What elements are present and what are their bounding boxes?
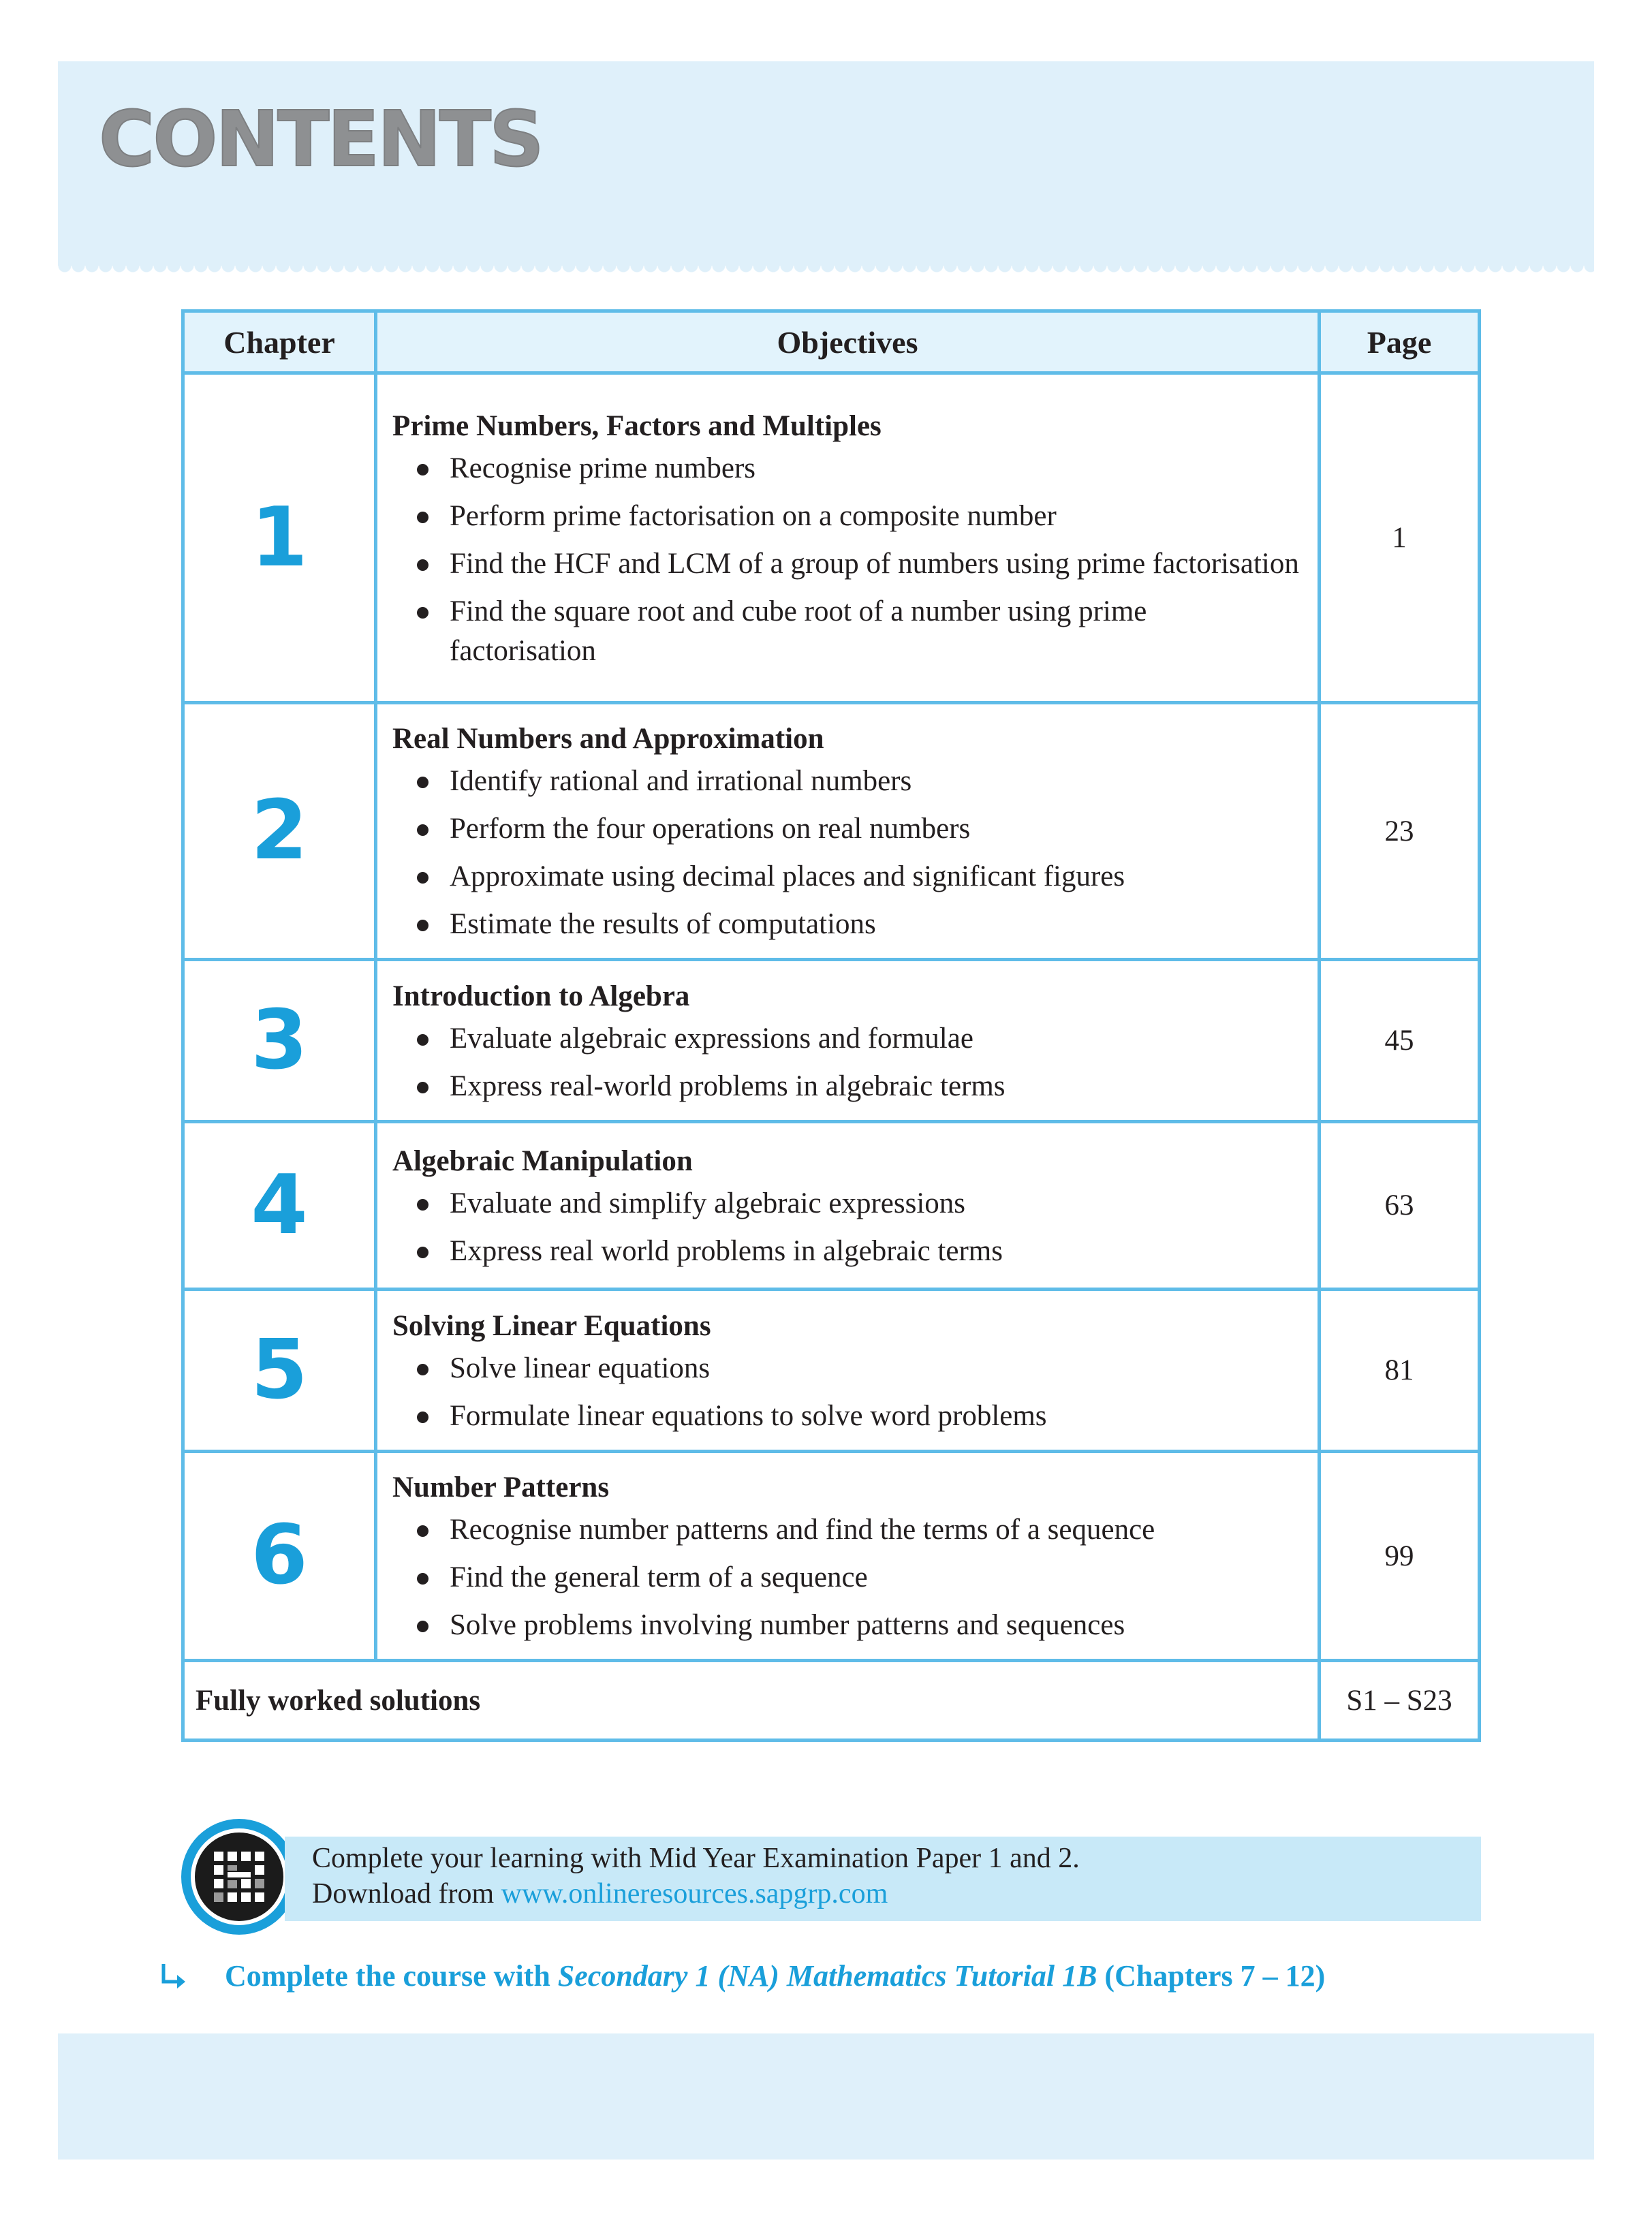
objectives-cell xyxy=(376,1452,1320,1661)
page-number: 99 xyxy=(1320,1452,1480,1661)
objective-item xyxy=(392,1019,1300,1059)
objective-list xyxy=(392,1349,1300,1436)
objective-text: Identify rational and irrational numbers xyxy=(450,765,912,797)
objectives-cell xyxy=(376,1290,1320,1452)
objective-text: Find the square root and cube root of a number using prime factorisation xyxy=(450,595,1147,667)
table-row xyxy=(183,1290,1480,1452)
objective-item xyxy=(392,1184,1300,1223)
page-number: 1 xyxy=(1320,373,1480,703)
page-number: 81 xyxy=(1320,1290,1480,1452)
table-row xyxy=(183,703,1480,960)
objective-item xyxy=(392,592,1300,671)
objective-list xyxy=(392,1019,1300,1106)
objective-text: Find the general term of a sequence xyxy=(450,1561,868,1593)
objective-text: Approximate using decimal places and significant figures xyxy=(450,860,1125,892)
page-number: 63 xyxy=(1320,1122,1480,1290)
bullet-icon xyxy=(417,920,428,931)
contents-table xyxy=(181,309,1481,1742)
header-objectives: Objectives xyxy=(376,311,1320,373)
course-book-title: Secondary 1 (NA) Mathematics Tutorial 1B xyxy=(557,1959,1097,1993)
chapter-title: Algebraic Manipulation xyxy=(392,1144,693,1177)
bullet-icon xyxy=(417,1525,428,1537)
objective-item xyxy=(392,857,1300,896)
bullet-icon xyxy=(417,824,428,836)
objective-text: Recognise number patterns and find the terms of a sequence xyxy=(450,1514,1155,1546)
bullet-icon xyxy=(417,1034,428,1046)
objectives-cell xyxy=(376,373,1320,703)
objective-item xyxy=(392,762,1300,801)
objective-item xyxy=(392,1510,1300,1550)
course-prefix: Complete the course with xyxy=(225,1959,558,1993)
objectives-cell xyxy=(376,703,1320,960)
bullet-icon xyxy=(417,1199,428,1211)
table-row xyxy=(183,1122,1480,1290)
objective-text: Estimate the results of computations xyxy=(450,908,876,940)
objective-item xyxy=(392,1232,1300,1271)
objective-item xyxy=(392,1606,1300,1645)
note-line-2 xyxy=(312,1877,888,1910)
chapter-number: 4 xyxy=(183,1122,376,1290)
chapter-number: 2 xyxy=(183,703,376,960)
bullet-icon xyxy=(417,1621,428,1632)
objectives-cell xyxy=(376,960,1320,1122)
objective-item xyxy=(392,1558,1300,1597)
note-download-text: Download from xyxy=(312,1878,501,1909)
bullet-icon xyxy=(417,1247,428,1258)
course-note xyxy=(158,1959,1325,1993)
objective-text: Perform prime factorisation on a composite number xyxy=(450,499,1057,532)
objective-list xyxy=(392,1184,1300,1271)
solutions-row xyxy=(183,1661,1480,1741)
online-resources-note xyxy=(285,1837,1481,1921)
objective-list xyxy=(392,762,1300,944)
objective-item xyxy=(392,1349,1300,1388)
table-header-row xyxy=(183,311,1480,373)
table-row xyxy=(183,1452,1480,1661)
chapter-number: 1 xyxy=(183,373,376,703)
solutions-page: S1 – S23 xyxy=(1320,1661,1480,1741)
page-number: 23 xyxy=(1320,703,1480,960)
objective-text: Evaluate algebraic expressions and formulae xyxy=(450,1022,973,1055)
objective-text: Express real world problems in algebraic terms xyxy=(450,1234,1003,1267)
objective-text: Recognise prime numbers xyxy=(450,452,756,484)
objective-text: Solve problems involving number patterns and sequences xyxy=(450,1609,1125,1641)
objective-item xyxy=(392,905,1300,944)
chapter-title: Number Patterns xyxy=(392,1471,610,1503)
chapter-title: Prime Numbers, Factors and Multiples xyxy=(392,409,882,442)
note-line-1: Complete your learning with Mid Year Examination Paper 1 and 2. xyxy=(312,1843,1080,1874)
objective-item xyxy=(392,809,1300,849)
bullet-icon xyxy=(417,1364,428,1375)
bullet-icon xyxy=(417,464,428,475)
objective-item xyxy=(392,497,1300,536)
header-scallop-edge xyxy=(58,266,1594,275)
bullet-icon xyxy=(417,1573,428,1585)
bullet-icon xyxy=(417,872,428,884)
bullet-icon xyxy=(417,1412,428,1423)
solutions-label: Fully worked solutions xyxy=(183,1661,1320,1741)
footer-band xyxy=(58,2033,1594,2160)
bullet-icon xyxy=(417,512,428,523)
bullet-icon xyxy=(417,559,428,571)
objectives-cell xyxy=(376,1122,1320,1290)
chapter-title: Introduction to Algebra xyxy=(392,980,690,1012)
table-row xyxy=(183,373,1480,703)
chapter-number: 3 xyxy=(183,960,376,1122)
objective-text: Find the HCF and LCM of a group of numbers using prime factorisation xyxy=(450,547,1299,580)
qr-icon xyxy=(191,1828,287,1925)
chapter-number: 5 xyxy=(183,1290,376,1452)
header-chapter: Chapter xyxy=(183,311,376,373)
objective-text: Perform the four operations on real numbers xyxy=(450,813,971,845)
course-suffix: (Chapters 7 – 12) xyxy=(1097,1959,1326,1993)
objective-text: Formulate linear equations to solve word problems xyxy=(450,1399,1047,1432)
table-body xyxy=(183,373,1480,1661)
chapter-number: 6 xyxy=(183,1452,376,1661)
objective-item xyxy=(392,1397,1300,1436)
objective-list xyxy=(392,449,1300,671)
objective-text: Solve linear equations xyxy=(450,1352,711,1384)
objective-text: Express real-world problems in algebraic terms xyxy=(450,1070,1006,1102)
chapter-title: Solving Linear Equations xyxy=(392,1309,711,1342)
objective-item xyxy=(392,1067,1300,1106)
objective-item xyxy=(392,544,1300,584)
online-resources-badge xyxy=(181,1819,297,1935)
bullet-icon xyxy=(417,607,428,619)
page-title: CONTENTS xyxy=(99,95,542,184)
header-page: Page xyxy=(1320,311,1480,373)
chapter-title: Real Numbers and Approximation xyxy=(392,723,824,755)
bullet-icon xyxy=(417,777,428,788)
online-resources-link[interactable]: www.onlineresources.sapgrp.com xyxy=(501,1878,888,1909)
bullet-icon xyxy=(417,1082,428,1093)
objective-item xyxy=(392,449,1300,488)
objective-list xyxy=(392,1510,1300,1645)
arrow-right-icon xyxy=(158,1961,191,1994)
objective-text: Evaluate and simplify algebraic expressions xyxy=(450,1187,966,1219)
table-row xyxy=(183,960,1480,1122)
page-number: 45 xyxy=(1320,960,1480,1122)
